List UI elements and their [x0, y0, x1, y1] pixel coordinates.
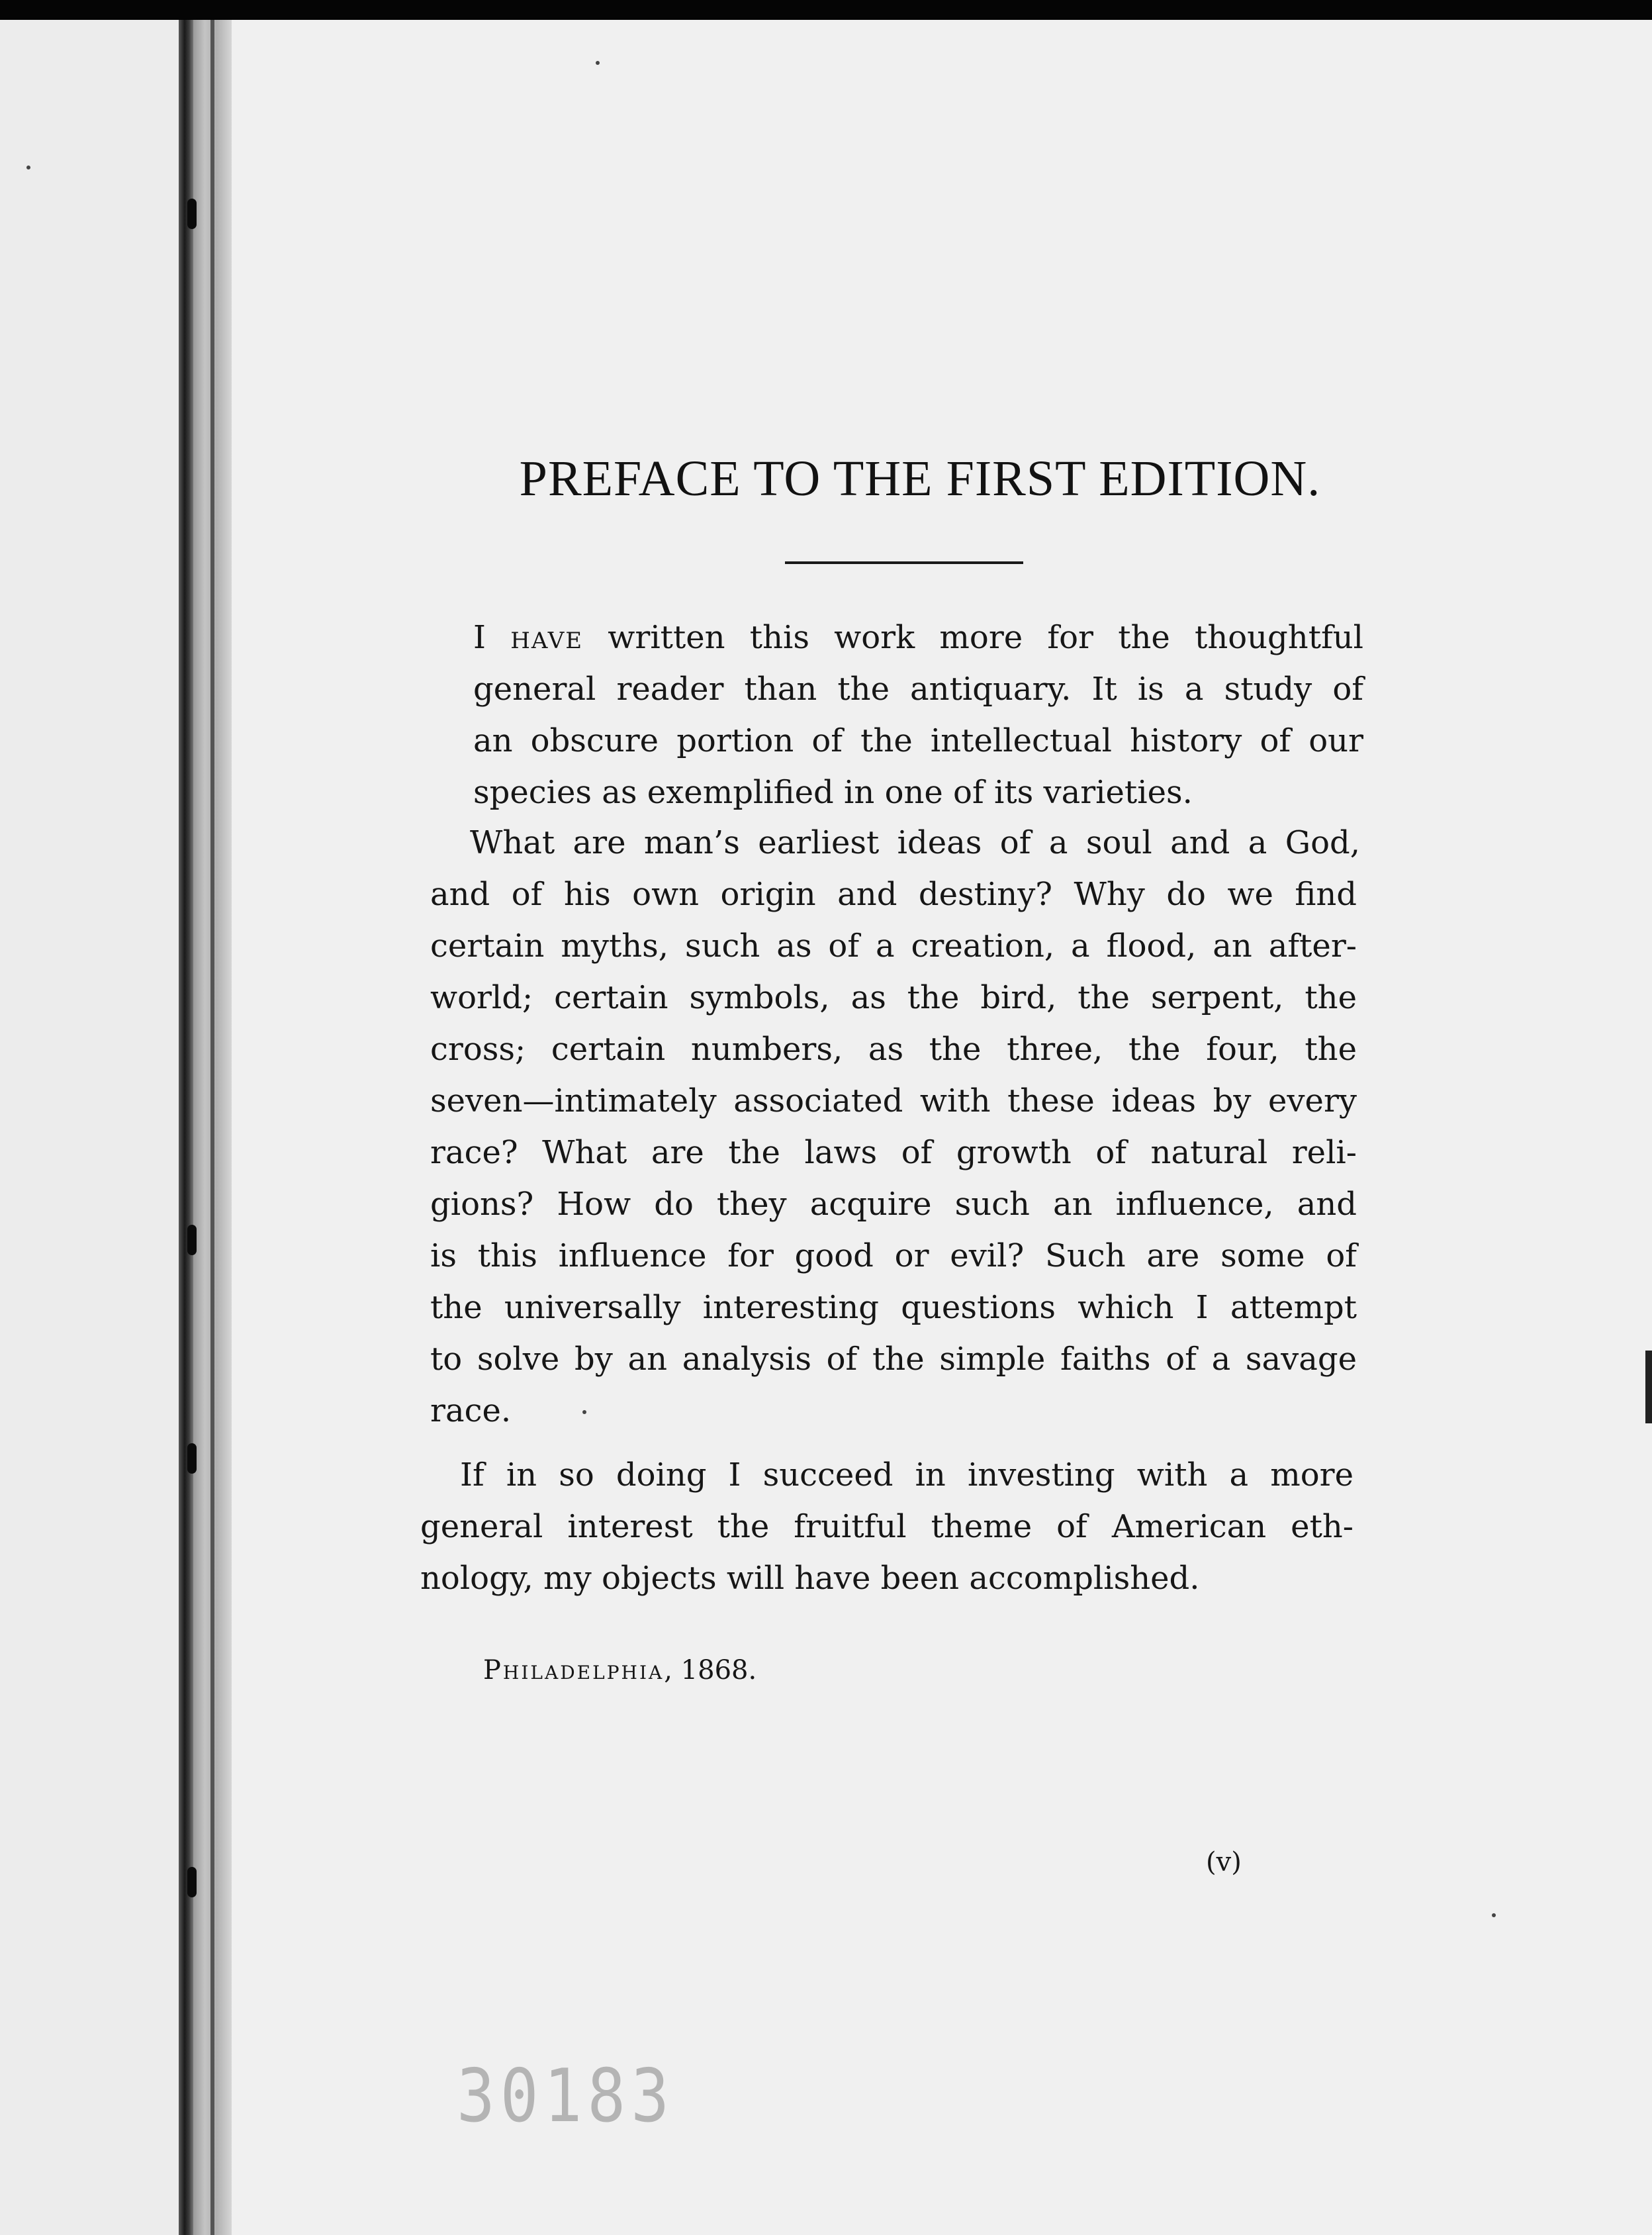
text-line: world; certain symbols, as the bird, the serpent, the	[430, 979, 1357, 1016]
page-number: (v)	[1206, 1847, 1242, 1878]
scan-top-border	[0, 0, 1652, 20]
ink-speck	[26, 166, 30, 169]
text-line: nology, my objects will have been accomplished.	[420, 1560, 1200, 1597]
text-line: to solve by an analysis of the simple faiths of a savage	[430, 1341, 1357, 1378]
binding-mark	[187, 1225, 197, 1255]
signature-line	[483, 1655, 757, 1686]
page-edge	[179, 20, 193, 2235]
signature-place: Philadelphia	[483, 1655, 665, 1686]
page-title: PREFACE TO THE FIRST EDITION.	[519, 451, 1321, 506]
text-line	[473, 619, 1363, 656]
text-run: written this work more for the thoughtful	[583, 619, 1364, 656]
text-line: certain myths, such as of a creation, a flood, an after-	[430, 927, 1357, 965]
text-line: race.	[430, 1392, 512, 1429]
text-line: and of his own origin and destiny? Why do we find	[430, 876, 1357, 913]
edge-mark	[1645, 1351, 1652, 1423]
binding-mark	[187, 199, 197, 229]
ink-speck	[1492, 1913, 1496, 1917]
text-line: gions? How do they acquire such an influence, and	[430, 1186, 1357, 1223]
signature-year: , 1868.	[664, 1655, 757, 1686]
ink-speck	[582, 1410, 586, 1414]
text-line: species as exemplified in one of its varieties.	[473, 774, 1193, 811]
text-line: cross; certain numbers, as the three, the four, the	[430, 1031, 1357, 1068]
facing-page-left	[0, 20, 193, 2235]
title-rule	[785, 561, 1023, 564]
small-caps-run: have	[510, 619, 584, 656]
gutter-line	[210, 20, 214, 2235]
text-run: I	[473, 619, 511, 656]
text-line: If in so doing I succeed in investing with a more	[460, 1456, 1354, 1494]
text-line: race? What are the laws of growth of natural reli-	[430, 1134, 1357, 1171]
text-line: general reader than the antiquary. It is a study of	[473, 671, 1363, 708]
binding-mark	[187, 1867, 197, 1897]
text-line: What are man’s earliest ideas of a soul and a God,	[470, 824, 1360, 861]
text-line: seven—intimately associated with these ideas by every	[430, 1082, 1357, 1119]
binding-mark	[187, 1443, 197, 1474]
text-line: is this influence for good or evil? Such are some of	[430, 1237, 1357, 1274]
text-line: the universally interesting questions which I attempt	[430, 1289, 1357, 1326]
text-line: an obscure portion of the intellectual history of our	[473, 722, 1363, 759]
preface-page	[232, 20, 1652, 2235]
ink-speck	[596, 61, 600, 65]
text-line: general interest the fruitful theme of American eth-	[420, 1508, 1354, 1545]
library-stamp: 30183	[457, 2053, 674, 2139]
